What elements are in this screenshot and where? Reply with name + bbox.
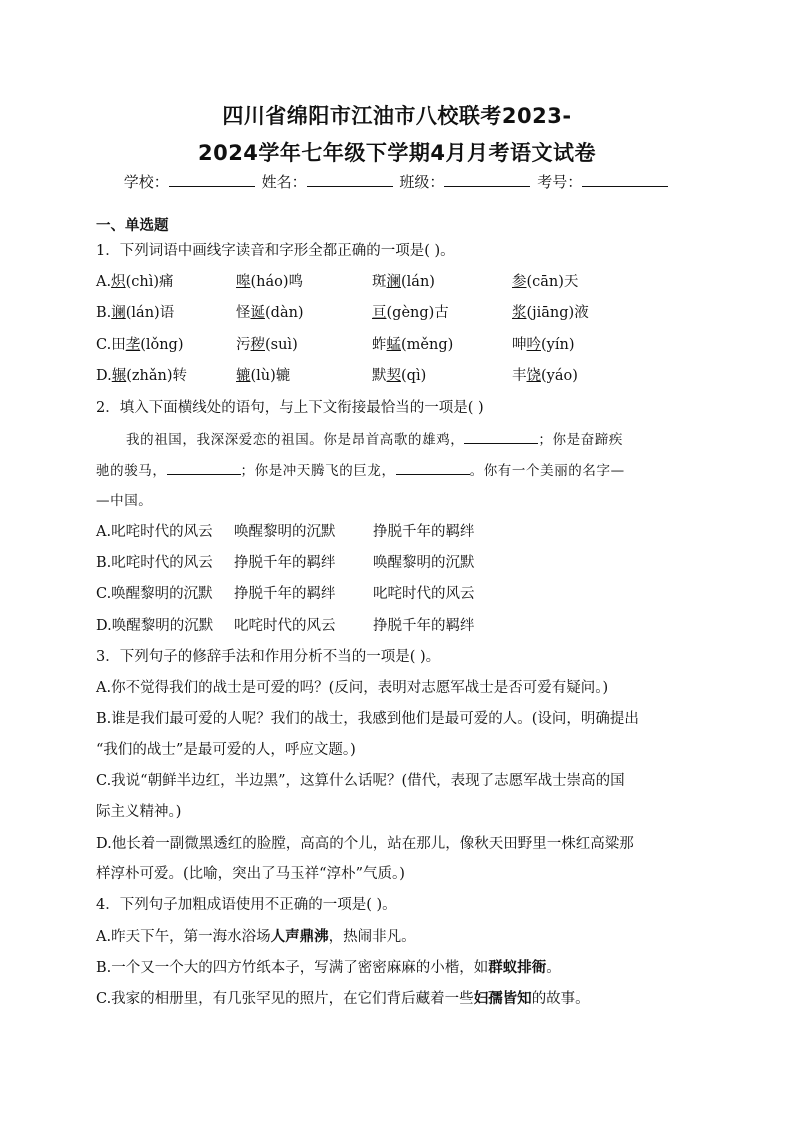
q2-blank-3 bbox=[396, 462, 470, 475]
underlined-char: 炽 bbox=[111, 274, 126, 290]
q4-bold-idiom: 人声鼎沸 bbox=[270, 928, 329, 945]
q3-line: C.我说“朝鲜半边红，半边黑”，这算什么话呢？(借代，表现了志愿军战士崇高的国 bbox=[96, 773, 625, 789]
name-blank[interactable] bbox=[307, 172, 393, 187]
q2-passage-text: ；你是冲天腾飞的巨龙， bbox=[240, 463, 396, 479]
q2-option-phrase: 挣脱千年的羁绊 bbox=[234, 586, 336, 602]
q2-blank-2 bbox=[167, 462, 241, 475]
q1-word: C.田垄(lǒng) bbox=[96, 337, 184, 353]
q1-word: 蚱蜢(měng) bbox=[372, 337, 454, 353]
q1-option-d bbox=[96, 364, 716, 384]
underlined-char: 谰 bbox=[111, 305, 126, 321]
q2-stem: 2．填入下面横线处的语句，与上下文衔接最恰当的一项是( ) bbox=[96, 400, 484, 416]
q4-option-c bbox=[96, 987, 698, 1008]
option-label: D. bbox=[96, 368, 112, 384]
option-label: A. bbox=[96, 274, 112, 290]
q1-word: 呻吟(yín) bbox=[512, 337, 575, 353]
school-blank[interactable] bbox=[169, 172, 255, 187]
q1-word: 嗥(háo)鸣 bbox=[236, 274, 304, 290]
underlined-char: 参 bbox=[512, 274, 527, 290]
q4-option-text: C.我家的相册里，有几张罕见的照片，在它们背后藏着一些 bbox=[96, 991, 474, 1007]
student-info bbox=[0, 171, 794, 192]
exam-no-label: 考号： bbox=[537, 173, 583, 191]
q4-stem: 4．下列句子加粗成语使用不正确的一项是( )。 bbox=[96, 897, 397, 913]
q1-word: B.谰(lán)语 bbox=[96, 305, 175, 321]
q2-option-a bbox=[96, 520, 716, 540]
q1-word: 怪诞(dàn) bbox=[236, 305, 304, 321]
q3-line: D.他长着一副微黑透红的脸膛，高高的个儿，站在那儿，像秋天田野里一株红高粱那 bbox=[96, 836, 634, 852]
underlined-char: 饶 bbox=[526, 368, 541, 384]
underlined-char: 澜 bbox=[386, 274, 401, 290]
underlined-char: 蜢 bbox=[386, 337, 401, 353]
q3-line: “我们的战士”是最可爱的人，呼应文题。) bbox=[96, 742, 356, 758]
q1-option-a bbox=[96, 270, 716, 290]
q2-passage-line-2 bbox=[96, 459, 702, 479]
school-label: 学校： bbox=[123, 173, 169, 191]
q1-word: 辘(lù)辘 bbox=[236, 368, 291, 384]
q1-word: 污秽(suì) bbox=[236, 337, 298, 353]
q1-option-b bbox=[96, 301, 716, 321]
q4-option-b bbox=[96, 956, 698, 977]
q1-word: 浆(jiāng)液 bbox=[512, 305, 589, 321]
q2-blank-1 bbox=[464, 431, 538, 444]
q4-option-text: 的故事。 bbox=[531, 991, 590, 1007]
q1-word: A.炽(chì)痛 bbox=[96, 274, 174, 290]
q3-line: B.谁是我们最可爱的人呢？我们的战士，我感到他们是最可爱的人。(设问，明确提出 bbox=[96, 711, 639, 727]
q2-option-phrase: C.唤醒黎明的沉默 bbox=[96, 586, 213, 602]
title-line-1: 四川省绵阳市江油市八校联考2023- bbox=[222, 104, 572, 128]
class-blank[interactable] bbox=[444, 172, 530, 187]
q1-word: 斑澜(lán) bbox=[372, 274, 435, 290]
q2-option-phrase: 挣脱千年的羁绊 bbox=[373, 524, 475, 540]
q2-option-phrase: A.叱咤时代的风云 bbox=[96, 524, 213, 540]
q4-option-text: ，热闹非凡。 bbox=[328, 929, 416, 945]
underlined-char: 辘 bbox=[236, 368, 251, 384]
q3-line: 际主义精神。) bbox=[96, 804, 182, 820]
underlined-char: 契 bbox=[386, 368, 401, 384]
underlined-char: 秽 bbox=[250, 337, 265, 353]
q4-option-text: A.昨天下午，第一海水浴场 bbox=[96, 929, 271, 945]
q3-stem: 3．下列句子的修辞手法和作用分析不当的一项是( )。 bbox=[96, 649, 441, 665]
option-label: C. bbox=[96, 337, 112, 353]
q4-bold-idiom: 妇孺皆知 bbox=[473, 990, 532, 1007]
q2-passage-text: 驰的骏马， bbox=[96, 463, 167, 479]
q2-option-phrase: 唤醒黎明的沉默 bbox=[373, 555, 475, 571]
q2-option-phrase: 挣脱千年的羁绊 bbox=[234, 555, 336, 571]
underlined-char: 浆 bbox=[512, 305, 527, 321]
section-heading: 一、单选题 bbox=[96, 218, 169, 234]
q2-passage-line-1 bbox=[96, 428, 702, 448]
q1-word: 丰饶(yáo) bbox=[512, 368, 578, 384]
q3-line: A.你不觉得我们的战士是可爱的吗？(反问，表明对志愿军战士是否可爱有疑问。) bbox=[96, 680, 609, 696]
q4-option-a bbox=[96, 925, 698, 946]
underlined-char: 诞 bbox=[250, 305, 265, 321]
q2-passage-text: 我的祖国，我深深爱恋的祖国。你是昂首高歌的雄鸡， bbox=[126, 432, 465, 448]
q2-option-phrase: 唤醒黎明的沉默 bbox=[234, 524, 336, 540]
underlined-char: 嗥 bbox=[236, 274, 251, 290]
q1-stem: 1．下列词语中画线字读音和字形全都正确的一项是( )。 bbox=[96, 243, 455, 259]
q2-passage-text: 。你有一个美丽的名字— bbox=[469, 463, 625, 479]
q2-option-phrase: D.唤醒黎明的沉默 bbox=[96, 618, 214, 634]
q2-option-phrase: 挣脱千年的羁绊 bbox=[373, 618, 475, 634]
q1-word: 默契(qì) bbox=[372, 368, 427, 384]
underlined-char: 垄 bbox=[125, 337, 141, 353]
q2-option-b bbox=[96, 551, 716, 571]
q2-passage-text: ；你是奋蹄疾 bbox=[538, 432, 624, 448]
q2-option-phrase: 叱咤时代的风云 bbox=[234, 618, 336, 634]
option-label: B. bbox=[96, 305, 112, 321]
q4-option-text: B.一个又一个大的四方竹纸本子，写满了密密麻麻的小楷，如 bbox=[96, 960, 489, 976]
q2-option-phrase: 叱咤时代的风云 bbox=[373, 586, 475, 602]
class-label: 班级： bbox=[399, 173, 445, 191]
q1-word: D.辗(zhǎn)转 bbox=[96, 368, 187, 384]
q2-passage-line-3: —中国。 bbox=[96, 493, 153, 509]
q3-line: 样淳朴可爱。(比喻，突出了马玉祥“淳朴”气质。) bbox=[96, 866, 405, 882]
q4-option-text: 。 bbox=[546, 960, 561, 976]
q2-option-c bbox=[96, 582, 716, 602]
underlined-char: 吟 bbox=[526, 337, 541, 353]
underlined-char: 亘 bbox=[372, 305, 387, 321]
title-line-2: 2024学年七年级下学期4月月考语文试卷 bbox=[197, 141, 597, 165]
q2-option-d bbox=[96, 614, 716, 634]
q1-option-c bbox=[96, 333, 716, 353]
q2-option-phrase: B.叱咤时代的风云 bbox=[96, 555, 213, 571]
q1-word: 亘(gèng)古 bbox=[372, 305, 449, 321]
q4-bold-idiom: 群蚁排衙 bbox=[488, 959, 547, 976]
underlined-char: 辗 bbox=[111, 368, 127, 384]
exam-no-blank[interactable] bbox=[582, 172, 668, 187]
name-label: 姓名： bbox=[261, 173, 307, 191]
q1-word: 参(cān)天 bbox=[512, 274, 579, 290]
